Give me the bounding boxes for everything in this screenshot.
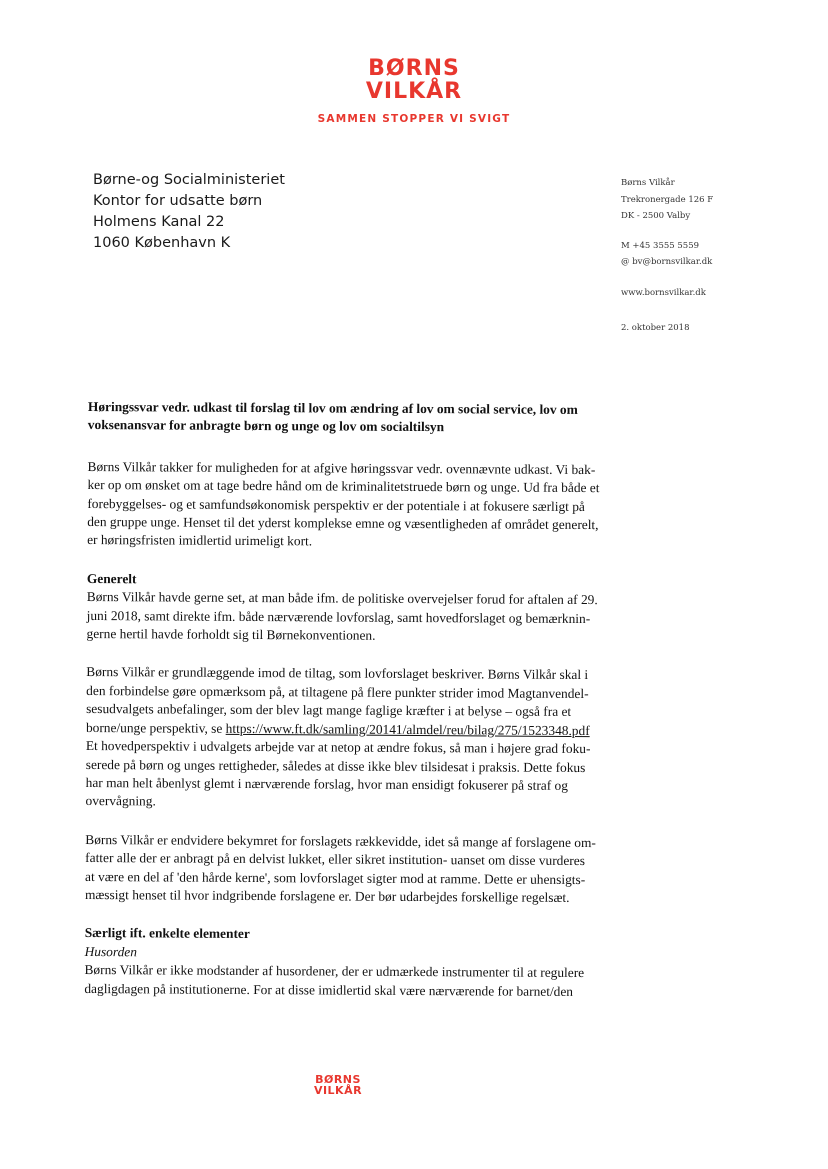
text-line: serede på børn og unges rettigheder, således at disse ikke blev tilsidesat i praksis. Dette fokus bbox=[85, 756, 586, 775]
letter-title bbox=[88, 398, 608, 438]
section-saerligt bbox=[84, 924, 604, 1001]
text-line: fatter alle der er anbragt på en delvist lukket, eller sikret institution- uanset om disse vurderes bbox=[85, 850, 585, 869]
footer-logo-line-2: VILKÅR bbox=[313, 1084, 363, 1097]
report-link[interactable]: https://www.ft.dk/samling/20141/almdel/reu/bilag/275/1523348.pdf bbox=[225, 720, 590, 738]
text-line: mæssigt henset til hvor indgribende forslagene er. Der bør udarbejdes forskellige regelsæt. bbox=[84, 886, 570, 905]
recipient-line: Holmens Kanal 22 bbox=[93, 214, 225, 230]
logo-line-1: BØRNS bbox=[368, 56, 460, 81]
recipient-line: 1060 København K bbox=[93, 235, 231, 251]
text-line: den gruppe unge. Henset til det yderst komplekse emne og væsentligheden af området generelt, bbox=[87, 514, 599, 533]
section-generelt bbox=[87, 570, 607, 647]
brand-tagline: SAMMEN STOPPER VI SVIGT bbox=[317, 113, 511, 125]
text-line: juni 2018, samt direkte ifm. både nærværende lovforslag, samt hovedforslaget og bemærknin- bbox=[86, 607, 591, 626]
logo-line-2: VILKÅR bbox=[365, 79, 463, 104]
text-line: forebyggelses- og et samfundsøkonomisk perspektiv er der potentiale i at fokusere særligt på bbox=[87, 495, 585, 514]
sender-web: www.bornsvilkar.dk bbox=[621, 288, 706, 298]
sender-street: Trekronergade 126 F bbox=[621, 195, 714, 205]
footer-logo bbox=[300, 1074, 376, 1096]
link-prefix: borne/unge perspektiv, se bbox=[85, 719, 223, 736]
text-line: overvågning. bbox=[85, 793, 156, 809]
section-heading: Generelt bbox=[86, 570, 137, 587]
sender-email: @ bv@bornsvilkar.dk bbox=[621, 257, 713, 267]
sender-name: Børns Vilkår bbox=[621, 178, 675, 188]
letter-date: 2. oktober 2018 bbox=[621, 323, 690, 333]
sender-phone: M +45 3555 5559 bbox=[621, 241, 700, 251]
title-line: Høringssvar vedr. udkast til forslag til lov om ændring af lov om social service, lov om bbox=[87, 398, 578, 417]
text-line: er høringsfristen imidlertid urimeligt kort. bbox=[87, 532, 313, 549]
paragraph-magtanvendelse bbox=[85, 663, 606, 813]
text-line: Børns Vilkår havde gerne set, at man både ifm. de politiske overvejelser forud for aftalen af 29. bbox=[86, 589, 598, 608]
recipient-line: Børne-og Socialministeriet bbox=[93, 172, 285, 188]
paragraph-raekkevidde bbox=[85, 831, 605, 908]
text-line: Børns Vilkår er endvidere bekymret for forslagets rækkevidde, idet så mange af forslagene om- bbox=[85, 831, 596, 850]
text-line: Børns Vilkår er ikke modstander af husordener, der er udmærkede instrumenter til at regulere bbox=[84, 962, 585, 981]
brand-logo bbox=[340, 57, 488, 103]
text-line: dagligdagen på institutionerne. For at disse imidlertid skal være nærværende for barnet/den bbox=[84, 980, 574, 999]
recipient-address bbox=[93, 170, 285, 254]
text-line: sesudvalgets anbefalinger, som der blev lagt mange faglige kræfter i at belyse – også fra et bbox=[86, 701, 572, 720]
text-line: den forbindelse gøre opmærksom på, at tiltagene på flere punkter strider imod Magtanvendel- bbox=[86, 682, 589, 701]
text-line: gerne hertil havde forholdt sig til Børnekonventionen. bbox=[86, 626, 376, 643]
text-line: Et hovedperspektiv i udvalgets arbejde var at netop at ændre fokus, så man i højere grad foku- bbox=[85, 738, 591, 757]
section-heading: Særligt ift. enkelte elementer bbox=[84, 925, 250, 942]
text-line: Børns Vilkår takker for muligheden for at afgive høringssvar vedr. ovennævnte udkast. Vi bak- bbox=[87, 458, 596, 477]
text-line: ker op om ønsket om at tage bedre hånd om de kriminalitetstruede børn og unge. Ud fra både et bbox=[87, 477, 600, 496]
letter-body bbox=[84, 398, 608, 1001]
text-line: at være en del af 'den hårde kerne', som lovforslaget sigter mod at ramme. Dette er uhensigts- bbox=[85, 868, 586, 887]
text-line: Børns Vilkår er grundlæggende imod de tiltag, som lovforslaget beskriver. Børns Vilkår skal i bbox=[86, 664, 589, 683]
sender-city: DK - 2500 Valby bbox=[621, 211, 691, 221]
recipient-line: Kontor for udsatte børn bbox=[93, 193, 263, 209]
footer-logo-line-1: BØRNS bbox=[315, 1073, 361, 1086]
text-line: har man helt åbenlyst glemt i nærværende forslag, hvor man ensidigt fokuserer på straf og bbox=[85, 774, 569, 793]
subsection-heading: Husorden bbox=[84, 943, 137, 960]
intro-paragraph bbox=[87, 458, 608, 553]
title-line: voksenansvar for anbragte børn og unge og lov om socialtilsyn bbox=[87, 417, 445, 435]
